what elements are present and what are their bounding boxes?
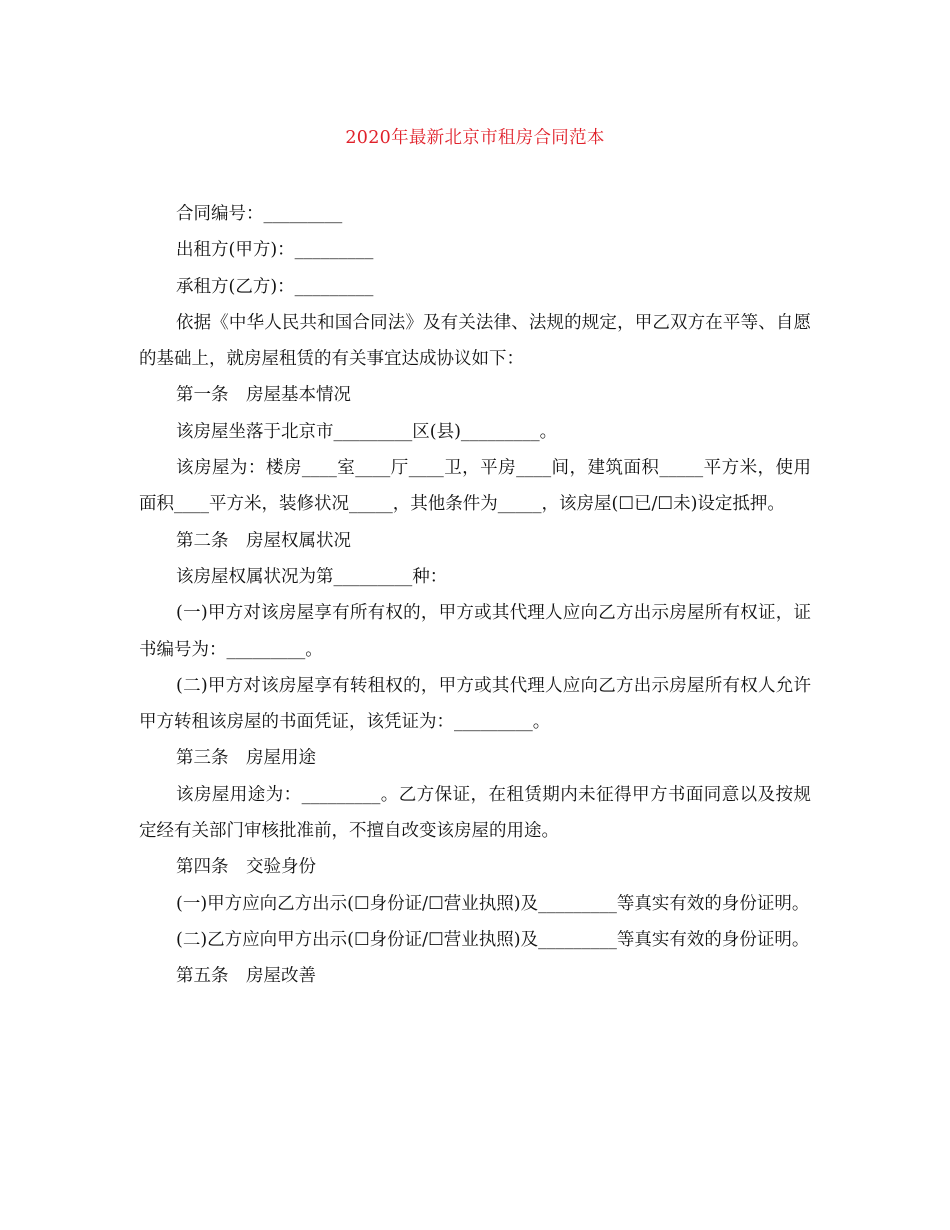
article-1-location: 该房屋坐落于北京市_________区(县)_________。 [176, 421, 558, 442]
article-4-item-1: (一)甲方应向乙方出示(☐身份证/☐营业执照)及_________等真实有效的身份证明。 [176, 893, 810, 914]
lessor-line: 出租方(甲方)：_________ [176, 240, 374, 261]
contract-number-line: 合同编号：_________ [176, 204, 343, 224]
article-4-item-2: (二)乙方应向甲方出示(☐身份证/☐营业执照)及_________等真实有效的身份证明。 [176, 929, 810, 950]
article-3-usage: 该房屋用途为：_________。乙方保证，在租赁期内未征得甲方书面同意以及按规定经有关部门审核批准前，不擅自改变该房屋的用途。 [139, 784, 811, 842]
article-2-item-2: (二)甲方对该房屋享有转租权的，甲方或其代理人应向乙方出示房屋所有权人允许甲方转租该房屋的书面凭证，该凭证为：_________。 [139, 675, 811, 733]
article-2-type: 该房屋权属状况为第_________种： [176, 566, 448, 587]
article-5-heading: 第五条 房屋改善 [176, 966, 316, 987]
article-1-heading: 第一条 房屋基本情况 [176, 385, 351, 406]
article-2-heading: 第二条 房屋权属状况 [176, 530, 351, 551]
article-1-details: 该房屋为：楼房____室____厅____卫，平房____间，建筑面积_____平方米，使用面积____平方米，装修状况_____，其他条件为_____，该房屋(☐已/☐未)设定抵押。 [139, 458, 811, 515]
lessee-line: 承租方(乙方)：_________ [176, 276, 374, 297]
article-2-item-1: (一)甲方对该房屋享有所有权的，甲方或其代理人应向乙方出示房屋所有权证，证书编号为：_________。 [139, 603, 811, 660]
document-title: 2020年最新北京市租房合同范本 [345, 128, 605, 148]
preamble-paragraph: 依据《中华人民共和国合同法》及有关法律、法规的规定，甲乙双方在平等、自愿的基础上，就房屋租赁的有关事宜达成协议如下： [139, 312, 811, 370]
document-body [139, 196, 811, 995]
article-4-heading: 第四条 交验身份 [176, 857, 316, 878]
article-3-heading: 第三条 房屋用途 [176, 748, 316, 769]
